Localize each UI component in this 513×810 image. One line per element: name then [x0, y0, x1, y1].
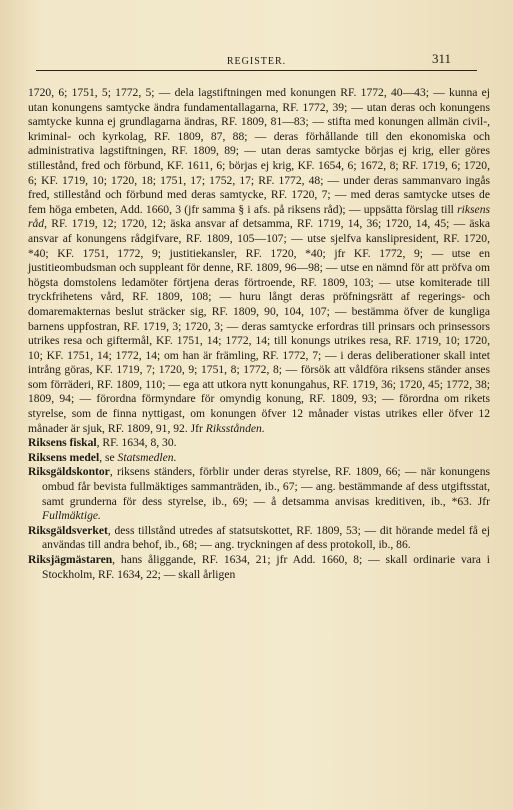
entry-term: Riksgäldsverket	[28, 523, 108, 537]
register-text	[28, 86, 490, 582]
entry-term: Riksgäldskontor	[28, 465, 110, 479]
continued-entry-paragraph	[28, 86, 490, 436]
paragraph-text: 1720, 6; 1751, 5; 1772, 5; — dela lagstiftningen med konungen RF. 1772, 40—43; — kunna ej utan konungens samtycke ändra fundamentallagarna, RF. 1772, 39; — utan deras och konungens samtycke kunna ej grundlagarna ändras, RF. 1809, 81—83; — stifta med konungen allmän civil-, kriminal- och kyrkolag, RF. 1809, 87, 88; — deras förhållande till den ekonomiska och administrativa lagstiftningen, RF. 1809, 89; — utan deras samtycke börjas ej krig, eller göres stillestånd, fred och förbund, KF. 1611, 6; börjas ej krig, KF. 1654, 6; 1672, 8; RF. 1719, 6; 1720, 6; KF. 1719, 10; 1720, 18; 1751, 17; 1752, 17; RF. 1772, 48; — under deras sammanvaro ingås fred, stillestånd och förbund med deras samtycke, RF. 1720, 7; — med deras samtycke utses de fem höga embeten, Add. 1660, 3 (jfr samma § i afs. på riksens råd); — uppsätta förslag till	[28, 86, 490, 216]
index-entry	[28, 451, 490, 466]
cross-reference: Fullmäktige.	[42, 509, 101, 523]
entry-body: , dess tillstånd utredes af statsutskottet, RF. 1809, 53; — dit hörande medel få ej användas till andra behof, ib., 68; — ang. tryckningen af dess protokoll, ib., 86.	[42, 523, 490, 552]
cross-reference: Statsmedlen.	[117, 450, 177, 464]
index-entry	[28, 465, 490, 523]
running-head: REGISTER.	[226, 56, 287, 67]
italic-term: riksens råd	[28, 202, 491, 231]
paragraph-text-cont: , RF. 1719, 12; 1720, 12; äska ansvar af detsamma, RF. 1719, 14, 36; 1720, 14, 45; — äska ansvar af konungens rådgifvare, RF. 1809, 105—107; — utse sjelfva kanslipresident, RF. 1720, *40; KF. 1751, 1772, 9; justitiekansler, RF. 1720, *40; jfr KF. 1772, 9; — utse en justitieombudsman och suppleant för denne, RF. 1809, 96—98; — utse en nämnd för att pröfva om högsta domstolens ledamöter förtjena deras förtroende, RF. 1809, 103; — utse komiterade till tryckfrihetens vård, RF. 1809, 108; — huru långt deras pröfningsrätt af regerings- och domaremakternas beslut sträcker sig, RF. 1809, 90, 104, 107; — bestämma öfver de kungliga barnens uppfostran, RF. 1719, 3; 1720, 3; — deras samtycke erfordras till prinsars och prinsessors utrikes resa och giftermål, KF. 1751, 14; 1772, 14; till konungs utrikes resa, RF. 1719, 10; 1720, 10; KF. 1751, 14; 1772, 14; om han är främling, RF. 1772, 7; — i deras deliberationer skall intet intrång göras, KF. 1719, 7; 1720, 9; 1751, 8; 1772, 8; — försök att våldföra riksens ständer anses som förräderi, RF. 1809, 110; — ega att utkora nytt konungahus, RF. 1719, 36; 1720, 45; 1772, 38; 1809, 94; — förordna förmyndare för omyndig konung, RF. 1809, 93; — förordna om rikets styrelse, som de finna nyttigast, om konungen öfver 12 månader vistas utrikes eller öfver 12 månader är sjuk, RF. 1809, 91, 92. Jfr	[28, 217, 490, 435]
entry-term: Riksjägmästaren	[28, 553, 113, 566]
page-header	[36, 48, 477, 71]
index-entry	[28, 436, 490, 451]
cross-reference: Riksståndеn.	[205, 421, 265, 435]
index-entry	[28, 524, 490, 553]
entry-body: , riksens ständers, förblir under deras styrelse, RF. 1809, 66; — när konungens ombud får bevista fullmäktiges sammanträden, ib., 67; — ang. bestämmande af dess utgiftsstat, samt grunderna för dess styrelse, ib., 69; — å detsamma anvisas kreditiven, ib., *63. Jfr	[42, 465, 490, 508]
entry-body: , hans åliggande, RF. 1634, 21; jfr Add. 1660, 8; — skall ordinarie vara i Stockholm, RF. 1634, 22; — skall årligen	[42, 553, 490, 581]
page-number: 311	[431, 51, 451, 66]
index-entry	[28, 553, 490, 582]
entry-term: Riksens fiskal	[28, 436, 97, 450]
entry-term: Riksens medel	[28, 450, 100, 464]
entry-body: , se	[99, 450, 118, 464]
entry-body: , RF. 1634, 8, 30.	[96, 436, 177, 450]
